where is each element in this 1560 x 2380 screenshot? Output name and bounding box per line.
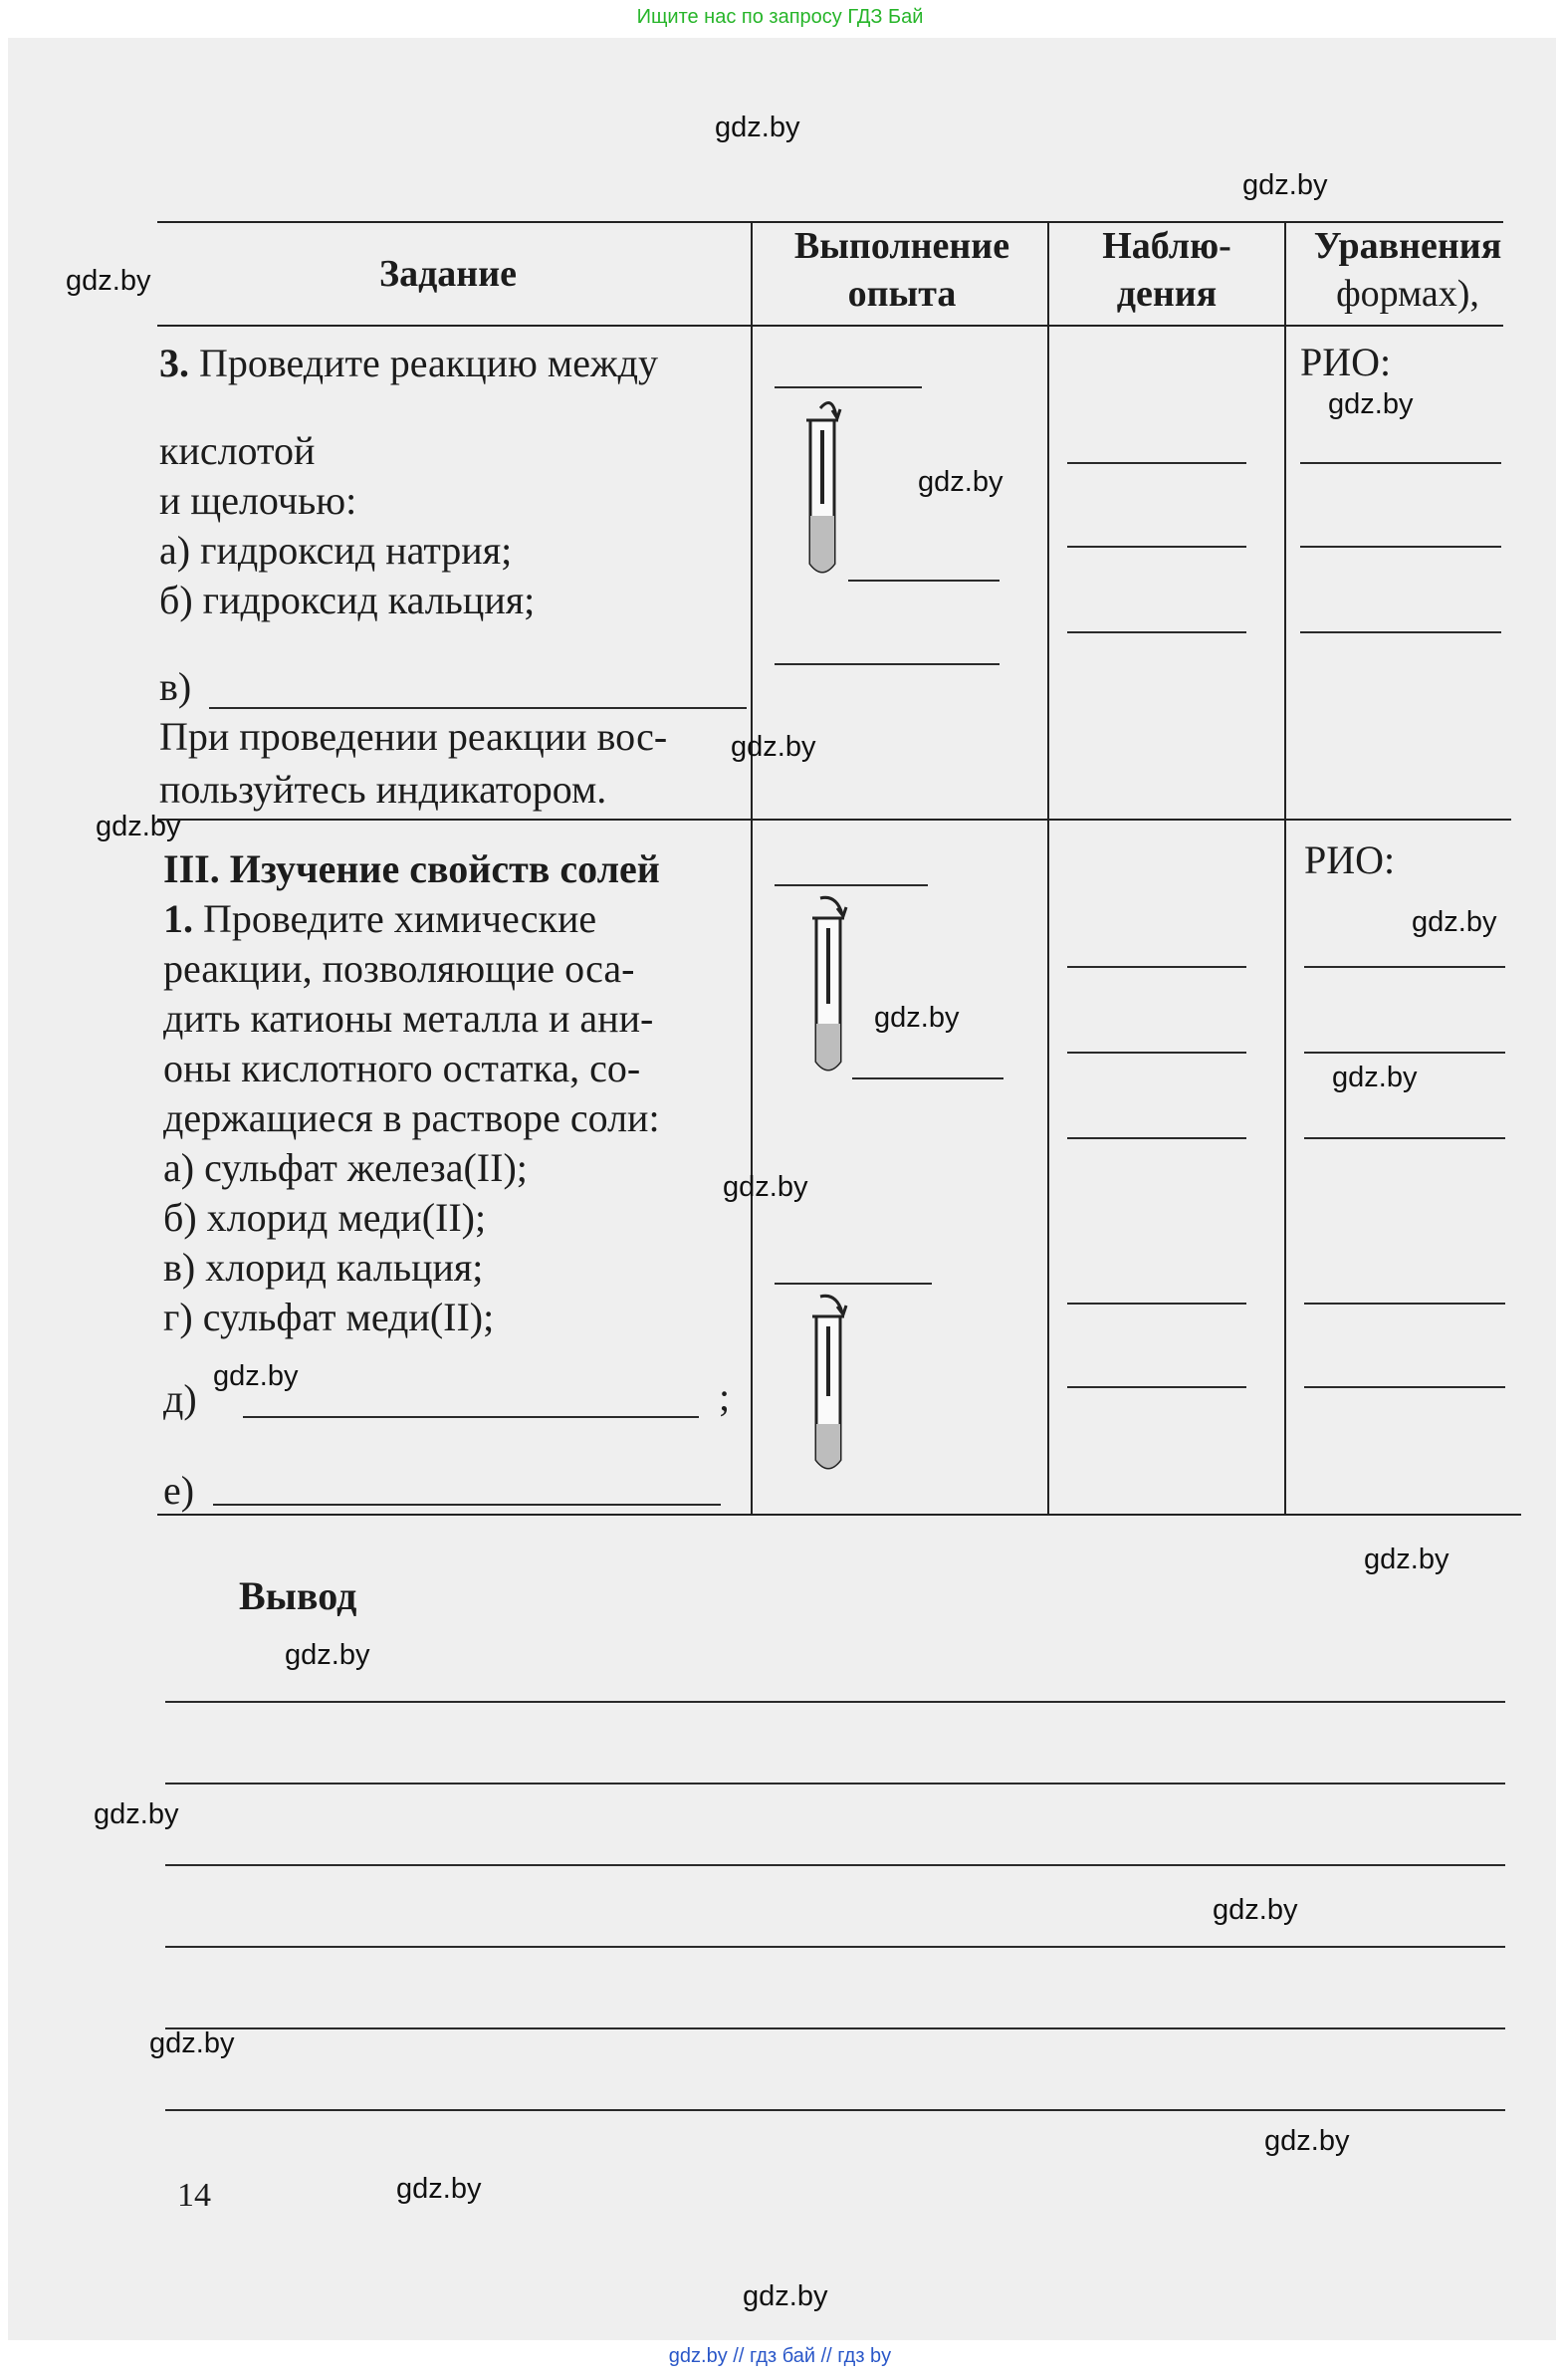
watermark: gdz.by xyxy=(1364,1544,1449,1575)
conclusion-line[interactable] xyxy=(165,2109,1505,2111)
header-task: Задание xyxy=(379,253,517,295)
conclusion-line[interactable] xyxy=(165,1783,1505,1785)
task3-option-b: б) гидроксид кальция; xyxy=(159,578,536,622)
execution-blank[interactable] xyxy=(775,1283,932,1285)
observation-blank[interactable] xyxy=(1067,546,1246,548)
conclusion-title: Вывод xyxy=(239,1573,357,1618)
execution-blank[interactable] xyxy=(852,1077,1003,1079)
section3-line2: реакции, позволяющие оса- xyxy=(163,946,635,991)
observation-blank[interactable] xyxy=(1067,1137,1246,1139)
row-divider xyxy=(157,819,1511,821)
equation-blank[interactable] xyxy=(1304,966,1505,968)
top-banner[interactable]: Ищите нас по запросу ГДЗ Бай xyxy=(636,6,924,28)
header-observations-2: дения xyxy=(1116,273,1218,315)
rio-label: РИО: xyxy=(1304,837,1396,882)
rio-label: РИО: xyxy=(1300,340,1392,384)
equation-blank[interactable] xyxy=(1300,631,1501,633)
watermark: gdz.by xyxy=(743,2280,828,2312)
test-tube-icon xyxy=(796,396,848,586)
watermark: gdz.by xyxy=(918,466,1003,498)
page-number: 14 xyxy=(177,2177,211,2214)
column-divider-1 xyxy=(751,221,753,1514)
section3-option-f-prefix: е) xyxy=(163,1468,195,1513)
conclusion-line[interactable] xyxy=(165,2027,1505,2029)
equation-blank[interactable] xyxy=(1304,1137,1505,1139)
execution-blank[interactable] xyxy=(775,386,922,388)
bottom-banner[interactable]: gdz.by // гдз бай // гдз by xyxy=(668,2345,892,2367)
watermark: gdz.by xyxy=(1332,1062,1418,1093)
test-tube-icon xyxy=(802,894,854,1083)
section3-option-a: а) сульфат железа(II); xyxy=(163,1145,528,1190)
section3-option-b: б) хлорид меди(II); xyxy=(163,1195,487,1240)
header-execution-1: Выполнение xyxy=(793,225,1010,267)
table-bottom-border xyxy=(157,1514,1521,1516)
section3-option-c: в) хлорид кальция; xyxy=(163,1245,484,1290)
task3-note-line1: При проведении реакции вос- xyxy=(159,714,668,759)
watermark: gdz.by xyxy=(1412,906,1497,938)
execution-blank[interactable] xyxy=(775,884,928,886)
section3-option-e-suffix: ; xyxy=(719,1374,731,1419)
observation-blank[interactable] xyxy=(1067,1052,1246,1054)
watermark: gdz.by xyxy=(396,2173,482,2205)
column-divider-2 xyxy=(1047,221,1049,1514)
conclusion-line[interactable] xyxy=(165,1864,1505,1866)
task3-option-c-prefix: в) xyxy=(159,664,192,709)
watermark: gdz.by xyxy=(723,1171,808,1203)
watermark: gdz.by xyxy=(94,1798,179,1830)
equation-blank[interactable] xyxy=(1304,1386,1505,1388)
observation-blank[interactable] xyxy=(1067,462,1246,464)
column-divider-3 xyxy=(1284,221,1286,1514)
equation-blank[interactable] xyxy=(1304,1052,1505,1054)
watermark: gdz.by xyxy=(96,811,181,842)
section3-option-f-blank[interactable] xyxy=(213,1504,721,1506)
observation-blank[interactable] xyxy=(1067,1303,1246,1305)
test-tube-icon xyxy=(802,1293,854,1482)
task3-line2: кислотой xyxy=(159,428,316,473)
section3-line3: дить катионы металла и ани- xyxy=(163,996,654,1041)
watermark: gdz.by xyxy=(213,1360,299,1392)
section3-line5: держащиеся в растворе соли: xyxy=(163,1095,660,1140)
task3-line3: и щелочью: xyxy=(159,478,357,523)
section3-line4: оны кислотного остатка, со- xyxy=(163,1046,641,1090)
conclusion-line[interactable] xyxy=(165,1701,1505,1703)
task3-note-line2: пользуйтесь индикатором. xyxy=(159,767,607,812)
header-bottom-border xyxy=(157,325,1503,327)
section3-option-e-blank[interactable] xyxy=(243,1416,699,1418)
watermark: gdz.by xyxy=(874,1002,960,1034)
header-observations-1: Наблю- xyxy=(1102,225,1231,267)
header-equations-2: формах), xyxy=(1336,273,1479,315)
task3-option-c-blank[interactable] xyxy=(209,707,747,709)
header-equations-1: Уравнения xyxy=(1313,225,1502,267)
task3-option-a: а) гидроксид натрия; xyxy=(159,528,513,573)
equation-blank[interactable] xyxy=(1300,546,1501,548)
observation-blank[interactable] xyxy=(1067,966,1246,968)
watermark: gdz.by xyxy=(715,112,800,143)
section3-title: III. Изучение свойств солей xyxy=(163,846,660,891)
conclusion-line[interactable] xyxy=(165,1946,1505,1948)
watermark: gdz.by xyxy=(731,731,816,763)
section3-line1: 1. Проведите химические xyxy=(163,896,597,941)
equation-blank[interactable] xyxy=(1304,1303,1505,1305)
execution-blank[interactable] xyxy=(775,663,1000,665)
watermark: gdz.by xyxy=(1264,2125,1350,2157)
watermark: gdz.by xyxy=(66,265,151,297)
equation-blank[interactable] xyxy=(1300,462,1501,464)
watermark: gdz.by xyxy=(1328,388,1414,420)
observation-blank[interactable] xyxy=(1067,631,1246,633)
task3-line1: 3. Проведите реакцию между xyxy=(159,341,658,385)
observation-blank[interactable] xyxy=(1067,1386,1246,1388)
section3-option-d: г) сульфат меди(II); xyxy=(163,1295,495,1339)
watermark: gdz.by xyxy=(1213,1894,1298,1926)
header-execution-2: опыта xyxy=(847,273,957,315)
section3-option-e-prefix: д) xyxy=(163,1376,197,1421)
watermark: gdz.by xyxy=(149,2027,235,2059)
execution-blank[interactable] xyxy=(848,580,1000,582)
watermark: gdz.by xyxy=(285,1639,370,1671)
watermark: gdz.by xyxy=(1242,169,1328,201)
